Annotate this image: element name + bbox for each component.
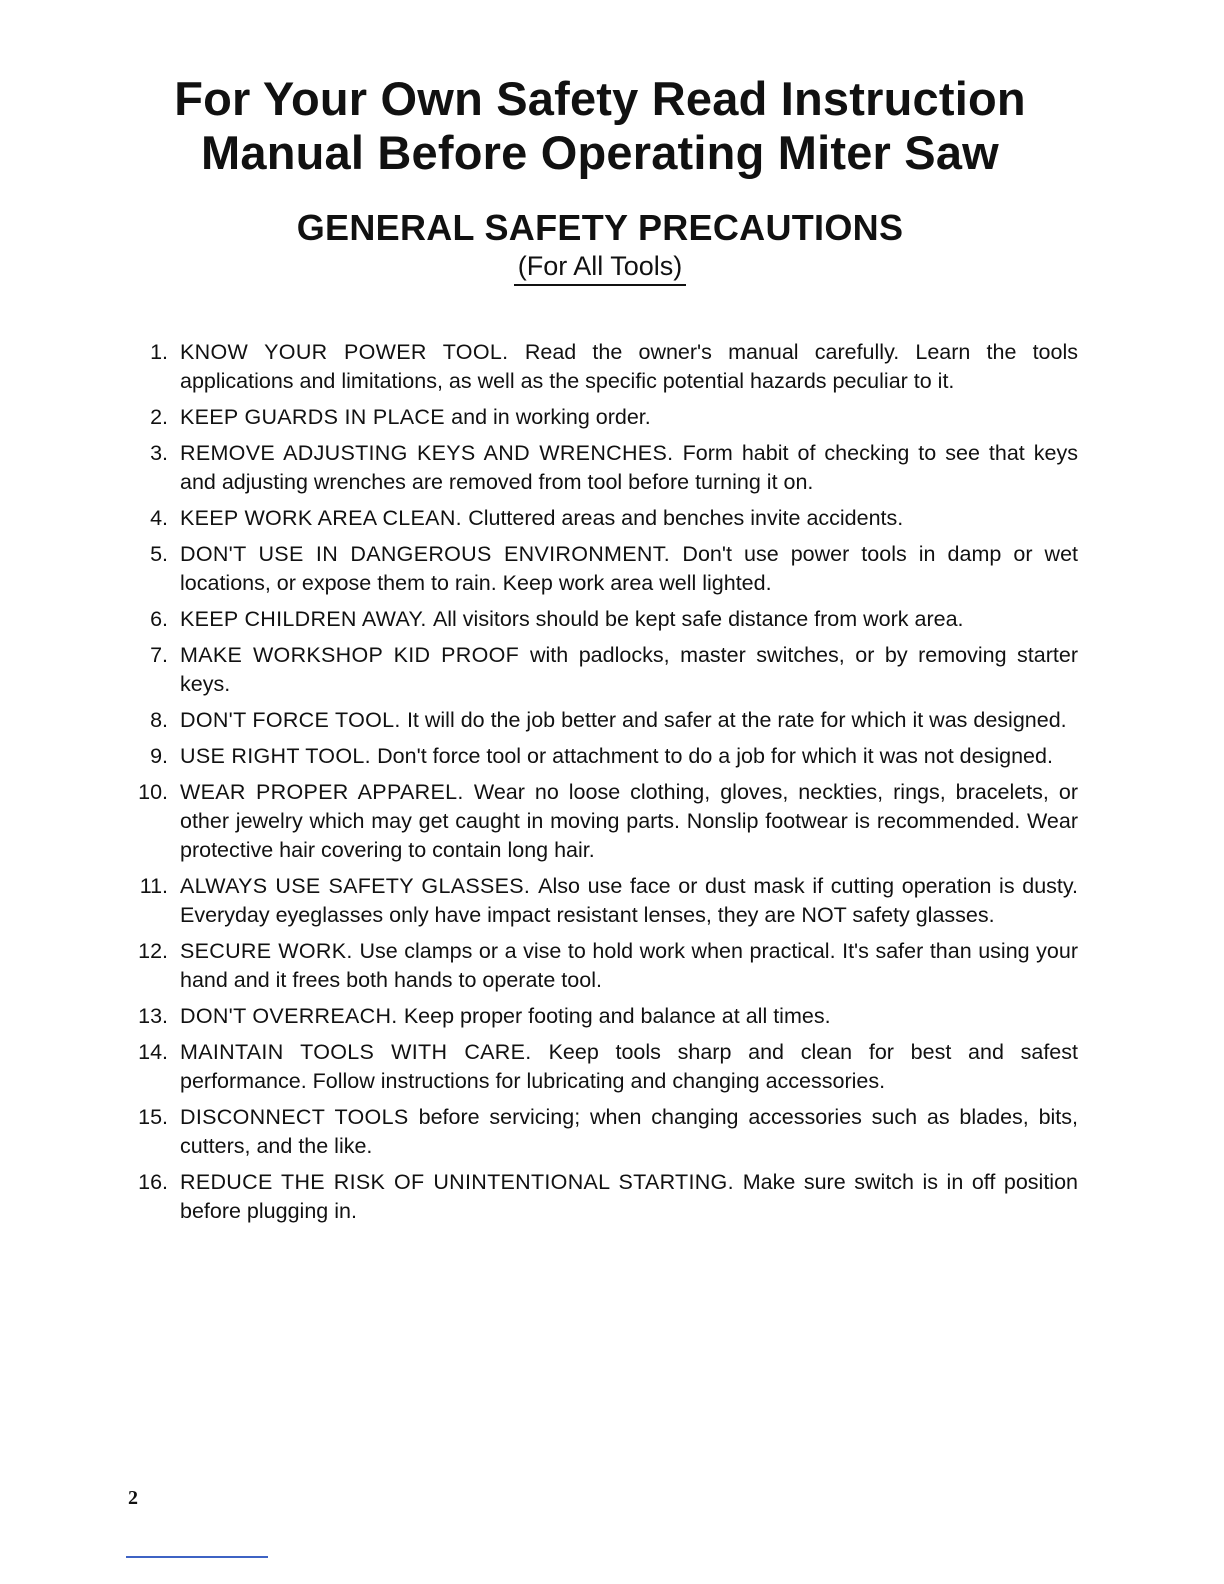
- section-heading: GENERAL SAFETY PRECAUTIONS: [296, 207, 904, 248]
- list-item: [128, 403, 1078, 432]
- section-subheading-text: (For All Tools): [514, 250, 687, 286]
- list-item: [128, 937, 1078, 995]
- item-number: 14.: [138, 1040, 168, 1064]
- item-number: 13.: [138, 1004, 168, 1028]
- list-item: [128, 504, 1078, 533]
- list-item: [128, 1168, 1078, 1226]
- item-heading: KEEP GUARDS IN PLACE: [180, 405, 452, 429]
- item-heading: KNOW YOUR POWER TOOL.: [180, 340, 525, 364]
- item-number: 1.: [150, 340, 168, 364]
- list-item: [128, 778, 1078, 865]
- item-number: 4.: [150, 506, 168, 530]
- item-heading: DON'T FORCE TOOL.: [180, 708, 407, 732]
- item-heading: KEEP CHILDREN AWAY.: [180, 607, 433, 631]
- list-item: [128, 641, 1078, 699]
- item-text: Make sure switch is in off position before plugging in.: [180, 1170, 1078, 1223]
- item-number: 8.: [150, 708, 168, 732]
- item-heading: MAINTAIN TOOLS WITH CARE.: [180, 1040, 549, 1064]
- list-item: [128, 338, 1078, 396]
- item-heading: USE RIGHT TOOL.: [180, 744, 378, 768]
- item-number: 9.: [150, 744, 168, 768]
- item-number: 2.: [150, 405, 168, 429]
- item-text: It will do the job better and safer at the rate for which it was designed.: [406, 708, 1067, 732]
- list-item: [128, 1002, 1078, 1031]
- item-number: 15.: [138, 1105, 168, 1129]
- item-number: 12.: [138, 939, 168, 963]
- item-number: 5.: [150, 542, 168, 566]
- list-item: [128, 605, 1078, 634]
- item-text: with padlocks, master switches, or by removing starter keys.: [180, 643, 1078, 696]
- page-title-line-1: For Your Own Safety Read Instruction: [174, 72, 1026, 125]
- footer-rule: [126, 1556, 268, 1558]
- list-item: [128, 872, 1078, 930]
- item-number: 16.: [138, 1170, 168, 1194]
- item-text: Use clamps or a vise to hold work when practical. It's safer than using your hand and it frees both hands to operate tool.: [180, 939, 1078, 992]
- item-text: Form habit of checking to see that keys and adjusting wrenches are removed from tool before turning it on.: [180, 441, 1078, 494]
- item-heading: DON'T USE IN DANGEROUS ENVIRONMENT.: [180, 542, 683, 566]
- item-heading: REMOVE ADJUSTING KEYS AND WRENCHES.: [180, 441, 683, 465]
- item-heading: KEEP WORK AREA CLEAN.: [180, 506, 469, 530]
- item-heading: ALWAYS USE SAFETY GLASSES.: [180, 874, 539, 898]
- item-number: 3.: [150, 441, 168, 465]
- item-text: Read the owner's manual carefully. Learn the tools applications and limitations, as well as the specific potential hazards peculiar to it.: [180, 340, 1078, 393]
- item-heading: DISCONNECT TOOLS: [180, 1105, 419, 1129]
- item-text: Don't force tool or attachment to do a job for which it was not designed.: [377, 744, 1053, 768]
- item-text: All visitors should be kept safe distance from work area.: [432, 607, 964, 631]
- page-title: [0, 72, 1200, 180]
- item-number: 7.: [150, 643, 168, 667]
- list-item: [128, 1103, 1078, 1161]
- item-number: 10.: [138, 780, 168, 804]
- item-heading: REDUCE THE RISK OF UNINTENTIONAL STARTING.: [180, 1170, 743, 1194]
- item-heading: DON'T OVERREACH.: [180, 1004, 404, 1028]
- item-text: Keep tools sharp and clean for best and safest performance. Follow instructions for lubricating and changing accessories.: [180, 1040, 1078, 1093]
- precautions-list: [128, 338, 1078, 1233]
- list-item: [128, 439, 1078, 497]
- item-text: and in working order.: [451, 405, 651, 429]
- page-title-line-2: Manual Before Operating Miter Saw: [201, 126, 999, 179]
- item-number: 11.: [139, 874, 168, 898]
- list-item: [128, 1038, 1078, 1096]
- list-item: [128, 742, 1078, 771]
- item-text: Keep proper footing and balance at all times.: [403, 1004, 831, 1028]
- item-text: before servicing; when changing accessories such as blades, bits, cutters, and the like.: [180, 1105, 1079, 1158]
- item-text: Wear no loose clothing, gloves, neckties, rings, bracelets, or other jewelry which may get caught in moving parts. Nonslip footwear is recommended. Wear protective hair covering to contain long hair.: [180, 780, 1078, 862]
- item-number: 6.: [150, 607, 168, 631]
- list-item: [128, 540, 1078, 598]
- page-number: 2: [128, 1487, 138, 1509]
- list-item: [128, 706, 1078, 735]
- item-text: Cluttered areas and benches invite accidents.: [468, 506, 904, 530]
- section-subheading: [0, 250, 1200, 286]
- item-heading: MAKE WORKSHOP KID PROOF: [180, 643, 530, 667]
- item-text: Also use face or dust mask if cutting operation is dusty. Everyday eyeglasses only have impact resistant lenses, they are NOT safety glasses.: [180, 874, 1078, 927]
- item-heading: SECURE WORK.: [180, 939, 360, 963]
- item-text: Don't use power tools in damp or wet locations, or expose them to rain. Keep work area well lighted.: [180, 542, 1079, 595]
- item-heading: WEAR PROPER APPAREL.: [180, 780, 474, 804]
